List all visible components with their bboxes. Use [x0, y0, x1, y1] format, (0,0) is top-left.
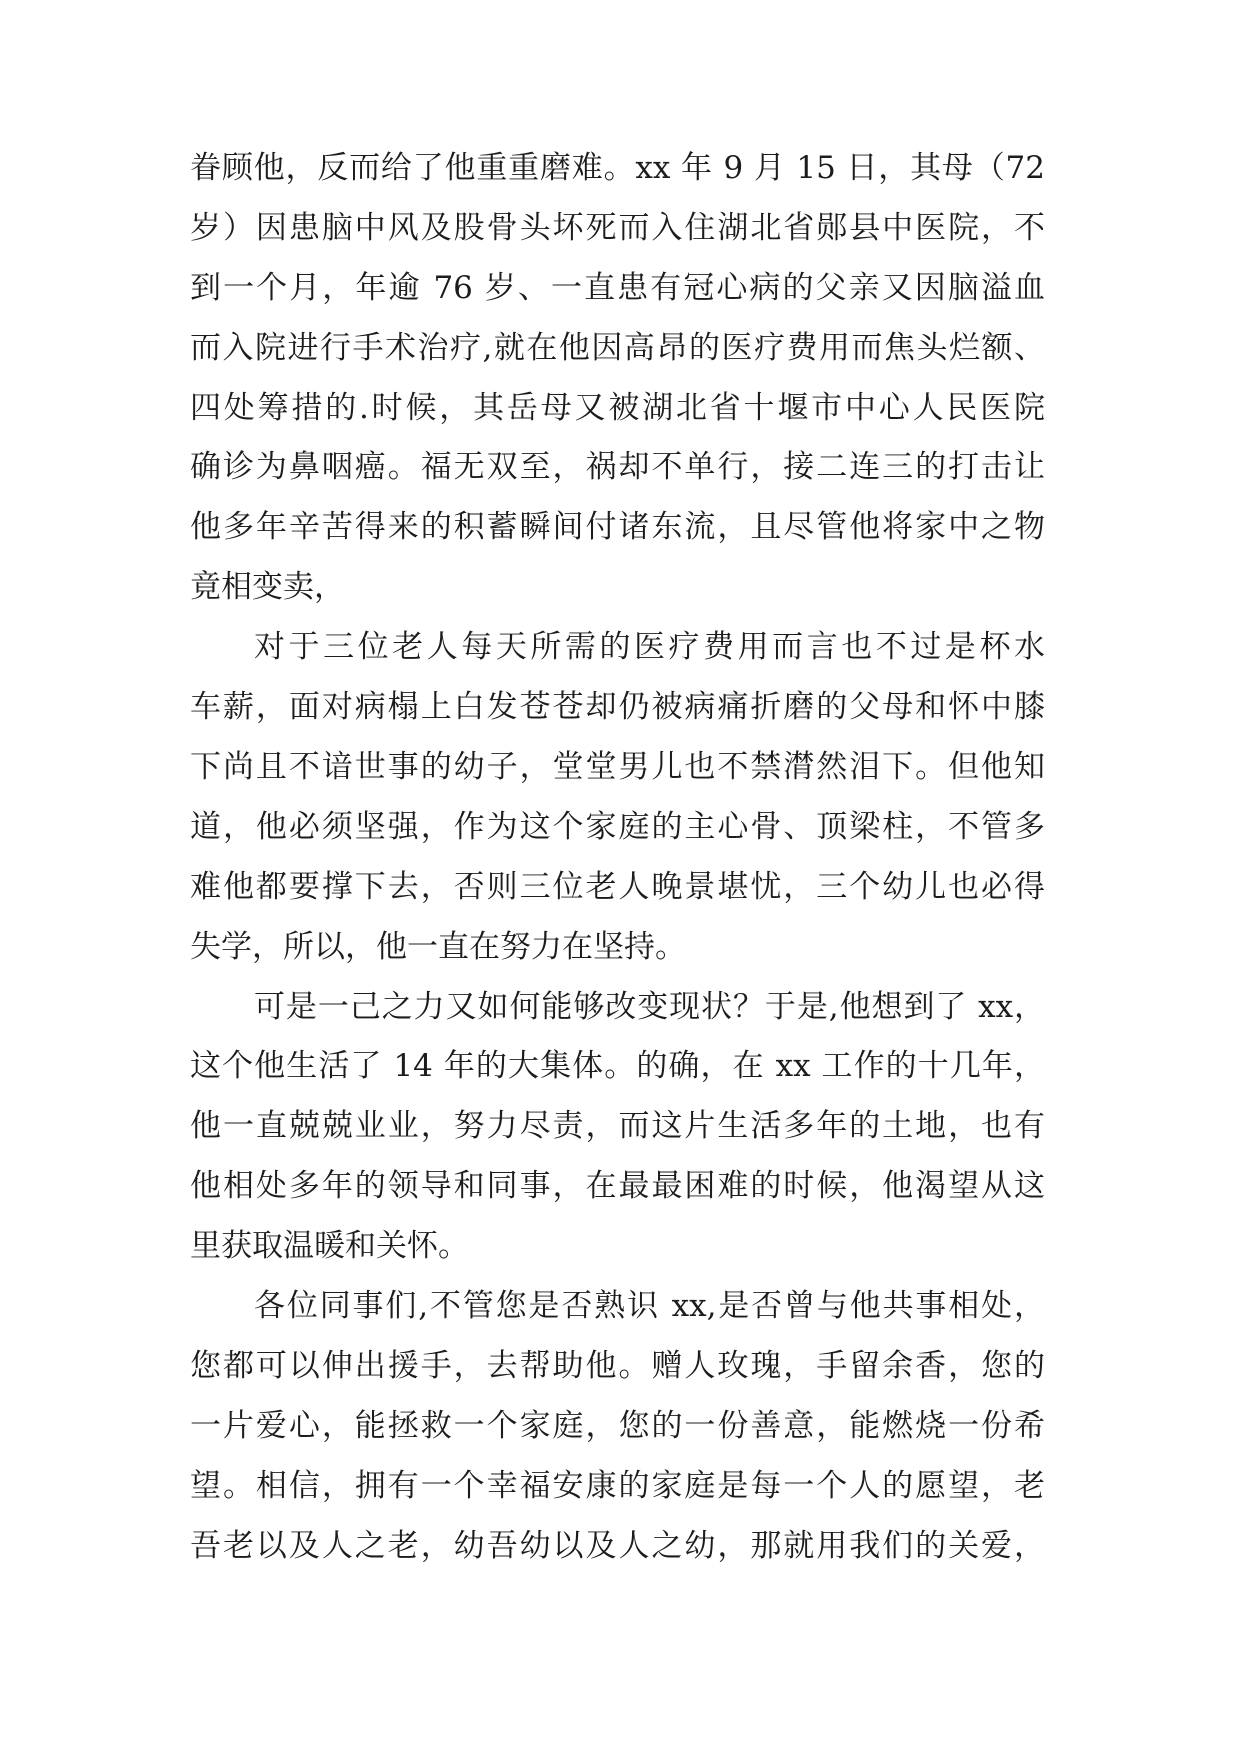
text-line: 他一直兢兢业业，努力尽责，而这片生活多年的土地，也有	[190, 1108, 1045, 1144]
text-line: 可是一己之力又如何能够改变现状？于是,他想到了 xx，	[254, 989, 1045, 1025]
text-line: 难他都要撑下去，否则三位老人晚景堪忧，三个幼儿也必得	[190, 869, 1045, 905]
text-line: 四处筹措的.时候，其岳母又被湖北省十堰市中心人民医院	[190, 390, 1045, 426]
text-line: 他多年辛苦得来的积蓄瞬间付诸东流，且尽管他将家中之物	[190, 509, 1045, 545]
text-line: 望。相信，拥有一个幸福安康的家庭是每一个人的愿望，老	[190, 1468, 1045, 1504]
text-line: 竟相变卖，	[190, 569, 345, 605]
text-line: 他相处多年的领导和同事，在最最困难的时候，他渴望从这	[190, 1168, 1045, 1204]
text-line: 到一个月，年逾 76 岁、一直患有冠心病的父亲又因脑溢血	[190, 270, 1045, 306]
text-line: 里获取温暖和关怀。	[190, 1228, 469, 1264]
text-line: 对于三位老人每天所需的医疗费用而言也不过是杯水	[254, 629, 1045, 665]
text-line: 岁）因患脑中风及股骨头坏死而入住湖北省郧县中医院，不	[190, 210, 1045, 246]
text-line: 确诊为鼻咽癌。福无双至，祸却不单行，接二连三的打击让	[190, 449, 1045, 485]
text-line: 而入院进行手术治疗,就在他因高昂的医疗费用而焦头烂额、	[190, 330, 1045, 366]
text-line: 吾老以及人之老，幼吾幼以及人之幼，那就用我们的关爱，	[190, 1528, 1045, 1564]
text-line: 道，他必须坚强，作为这个家庭的主心骨、顶梁柱，不管多	[190, 809, 1045, 845]
text-line: 各位同事们,不管您是否熟识 xx,是否曾与他共事相处，	[254, 1288, 1045, 1324]
text-line: 您都可以伸出援手，去帮助他。赠人玫瑰，手留余香，您的	[190, 1348, 1045, 1384]
text-line: 失学，所以，他一直在努力在坚持。	[190, 929, 686, 965]
text-line: 下尚且不谙世事的幼子，堂堂男儿也不禁潸然泪下。但他知	[190, 749, 1045, 785]
text-line: 车薪，面对病榻上白发苍苍却仍被病痛折磨的父母和怀中膝	[190, 689, 1045, 725]
text-line: 这个他生活了 14 年的大集体。的确，在 xx 工作的十几年，	[190, 1048, 1045, 1084]
text-line: 一片爱心，能拯救一个家庭，您的一份善意，能燃烧一份希	[190, 1408, 1045, 1444]
text-line: 眷顾他，反而给了他重重磨难。xx 年 9 月 15 日，其母（72	[190, 150, 1045, 186]
